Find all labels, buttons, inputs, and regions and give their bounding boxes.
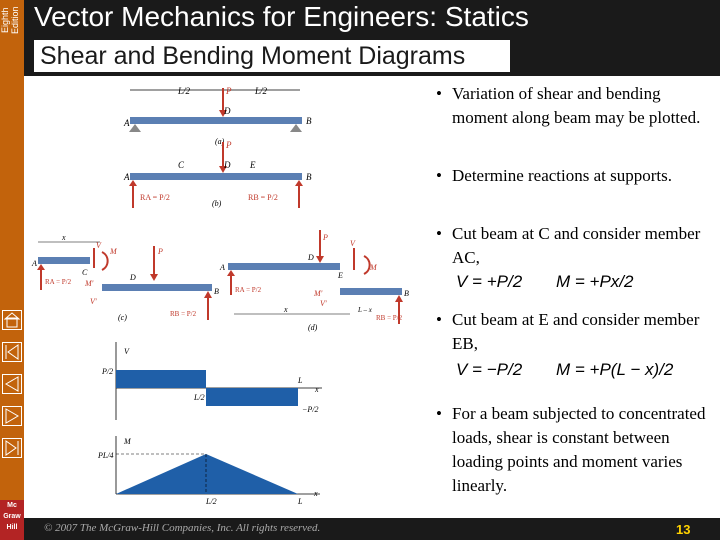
home-icon[interactable] [2,310,22,330]
label-B-a: B [306,116,312,126]
label-Lhalf-shear: L/2 [194,393,205,402]
label-E-d: E [338,271,343,280]
equation-ac-shear: V = +P/2 [456,272,523,291]
reaction-arrowhead-B-d [395,295,403,302]
bullet-marker: • [436,84,442,103]
label-Lhalf-moment: L/2 [206,497,217,506]
label-RB-d: RB = P/2 [376,314,403,322]
reaction-arrowhead-A-d [227,270,235,276]
copyright-text: © 2007 The McGraw-Hill Companies, Inc. All rights reserved. [44,522,321,534]
label-A-d: A [220,263,225,272]
label-V-d: V [350,239,355,248]
previous-page-icon[interactable] [2,374,22,394]
label-D-c: D [130,273,136,282]
beam-segment-EB [340,288,402,295]
first-page-icon[interactable] [2,342,22,362]
label-RB-b: RB = P/2 [248,193,278,202]
label-half-L-1: L/2 [178,86,191,96]
label-M-d: M [370,263,377,272]
page-number: 13 [676,522,691,537]
bullet-marker: • [436,224,442,243]
label-Lmx-d: L – x [358,306,372,314]
label-x-shear: x [315,385,319,394]
label-D-b: D [224,160,231,170]
label-A-c: A [32,259,37,268]
reaction-arrowhead-A-b [129,180,137,186]
label-P-b: P [226,140,232,150]
beam-segment-AC [38,257,90,264]
reaction-arrowhead-B-c [204,291,212,298]
label-moment-max: PL/4 [98,451,114,460]
equation-eb-shear: V = −P/2 [456,360,523,379]
moment-arrow-M-c [102,252,108,270]
beam-segment-CB [102,284,212,291]
label-B-c: B [214,287,219,296]
label-Vp-d: V' [320,299,327,308]
last-page-icon[interactable] [2,438,22,458]
label-P-c: P [158,247,163,256]
label-B-b: B [306,172,312,182]
label-V-shear: V [124,347,129,356]
label-half-L-2: L/2 [255,86,268,96]
label-RA-d: RA = P/2 [235,286,262,294]
load-arrowhead-d [316,256,324,263]
shear-negative-block [206,388,298,406]
moment-triangle [116,454,298,494]
bullet-item: For a beam subjected to concentrated loads, shear is constant between loading points and moment varies linearly. [452,404,706,495]
equation-ac-moment: M = +Px/2 [556,272,634,291]
label-V-c: V [96,241,101,250]
roller-support-b [290,124,302,132]
label-fig-a: (a) [215,137,225,146]
shear-positive-block [116,370,206,388]
label-A-a: A [124,118,130,128]
label-E-b: E [250,160,256,170]
bullet-item: Cut beam at C and consider member AC, [452,224,701,267]
label-D-a: D [224,106,231,116]
label-Mp-d: M' [314,289,323,298]
reaction-arrowhead-B-b [295,180,303,186]
bullet-marker: • [436,310,442,329]
label-M-c: M [110,247,117,256]
label-RB-c: RB = P/2 [170,310,197,318]
label-B-d: B [404,289,409,298]
beam-figure [30,80,430,512]
label-Mp-c: M' [85,279,94,288]
beam-b [130,173,302,180]
bullet-marker: • [436,404,442,423]
label-A-b: A [124,172,130,182]
label-C-b: C [178,160,185,170]
label-shear-bot: −P/2 [302,405,319,414]
next-page-icon[interactable] [2,406,22,426]
slide-subtitle: Shear and Bending Moment Diagrams [34,40,510,72]
reaction-arrowhead-A-c [37,264,45,270]
publisher-logo: Mc Graw Hill [0,500,24,540]
equation-eb-moment: M = +P(L − x)/2 [556,360,674,379]
bullet-item: Determine reactions at supports. [452,166,672,185]
label-L-moment: L [298,497,303,506]
sidebar [0,0,24,540]
bullet-item: Variation of shear and bending moment along beam may be plotted. [452,84,701,127]
label-fig-d: (d) [308,323,318,332]
label-fig-c: (c) [118,313,127,322]
page-title: Vector Mechanics for Engineers: Statics [34,1,529,32]
label-x-d: x [284,305,288,314]
label-fig-b: (b) [212,199,222,208]
load-arrowhead-c [150,274,158,281]
beam-a [130,117,302,124]
label-x-c: x [62,233,66,242]
label-Vp-c: V' [90,297,97,306]
label-M-moment: M [124,437,131,446]
label-D-d: D [308,253,314,262]
bullet-item: Cut beam at E and consider member EB, [452,310,700,353]
edition-label: Eighth Edition [0,6,20,34]
label-P-a: P [226,86,232,96]
label-P-d: P [323,233,328,242]
label-x-moment: x [314,489,318,498]
label-C-c: C [82,268,88,277]
beam-segment-AE [228,263,340,270]
moment-arrow-M-d [364,256,370,274]
label-shear-top: P/2 [102,367,114,376]
pin-support-a [129,124,141,132]
bullet-marker: • [436,166,442,185]
label-RA-b: RA = P/2 [140,193,170,202]
label-RA-c: RA = P/2 [45,278,72,286]
label-L-shear: L [298,376,303,385]
